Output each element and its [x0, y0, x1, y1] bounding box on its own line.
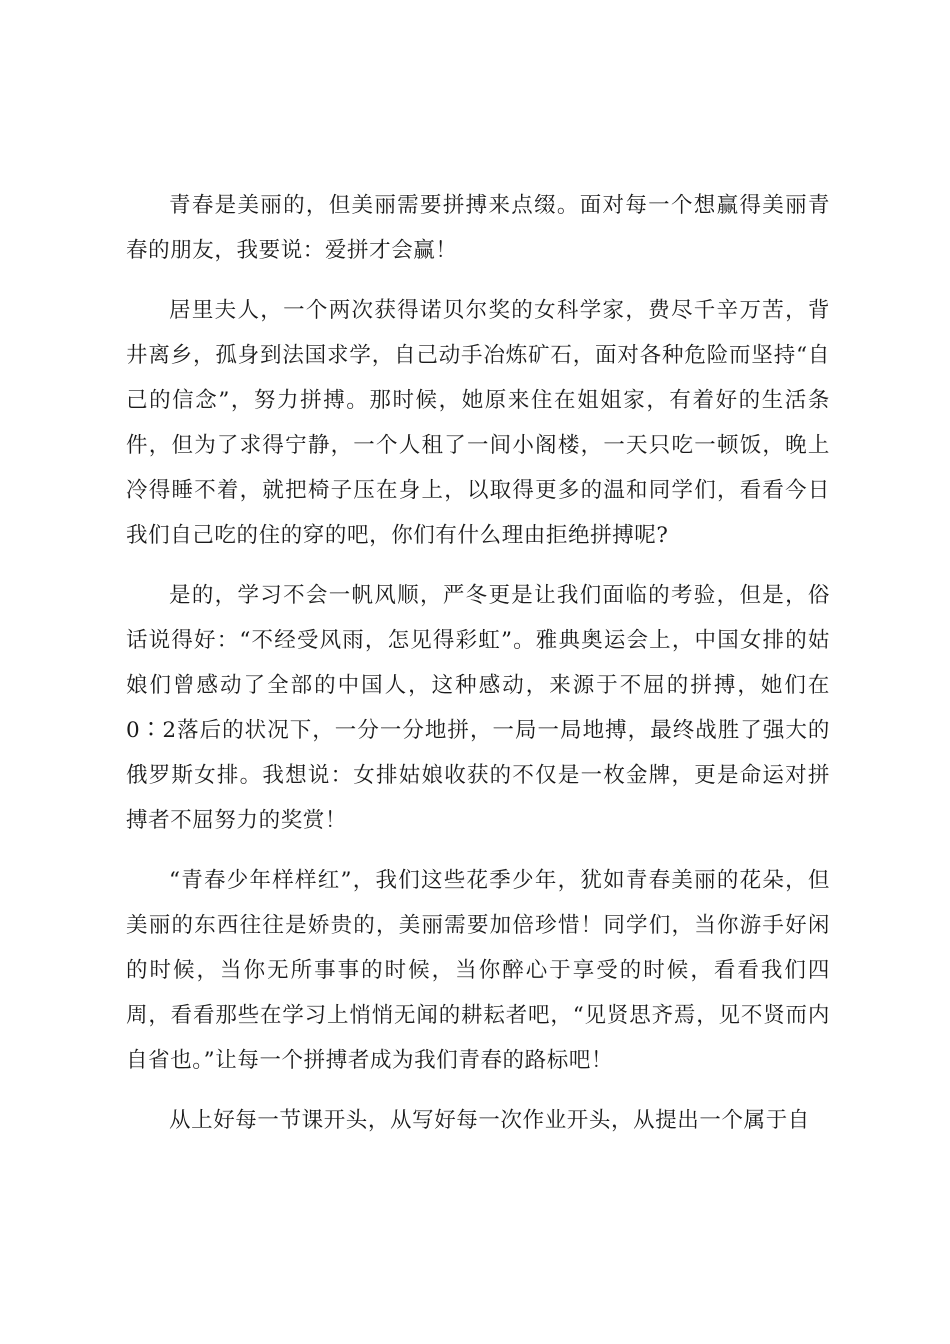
- paragraph-5: 从上好每一节课开头，从写好每一次作业开头，从提出一个属于自: [169, 1108, 810, 1133]
- paragraph-2: 居里夫人，一个两次获得诺贝尔奖的女科学家，费尽千辛万苦，背井离乡，孤身到法国求学，自己动手冶炼矿石，面对各种危险而坚持“自己的信念”，努力拼搏。那时候，她原来住在姐姐家，有着好的生活条件，但为了求得宁静，一个人租了一间小阁楼，一天只吃一顿饭，晚上冷得睡不着，就把椅子压在身上，以取得更多的温和同学们，看看今日我们自己吃的住的穿的吧，你们有什么理由拒绝拼搏呢?: [126, 298, 830, 548]
- document-body: [126, 183, 830, 1158]
- paragraph-4: “青春少年样样红”，我们这些花季少年，犹如青春美丽的花朵，但美丽的东西往往是娇贵的，美丽需要加倍珍惜！同学们，当你游手好闲的时候，当你无所事事的时候，当你醉心于享受的时候，看看我们四周，看看那些在学习上悄悄无闻的耕耘者吧，“见贤思齐焉，见不贤而内自省也。”让每一个拼搏者成为我们青春的路标吧！: [126, 868, 830, 1073]
- paragraph-1: 青春是美丽的，但美丽需要拼搏来点缀。面对每一个想赢得美丽青春的朋友，我要说：爱拼才会赢！: [126, 193, 830, 263]
- paragraph-3: 是的，学习不会一帆风顺，严冬更是让我们面临的考验，但是，俗话说得好：“不经受风雨，怎见得彩虹”。雅典奥运会上，中国女排的姑娘们曾感动了全部的中国人，这种感动，来源于不屈的拼搏，她们在0∶2落后的状况下，一分一分地拼，一局一局地搏，最终战胜了强大的俄罗斯女排。我想说：女排姑娘收获的不仅是一枚金牌，更是命运对拼搏者不屈努力的奖赏！: [126, 583, 830, 833]
